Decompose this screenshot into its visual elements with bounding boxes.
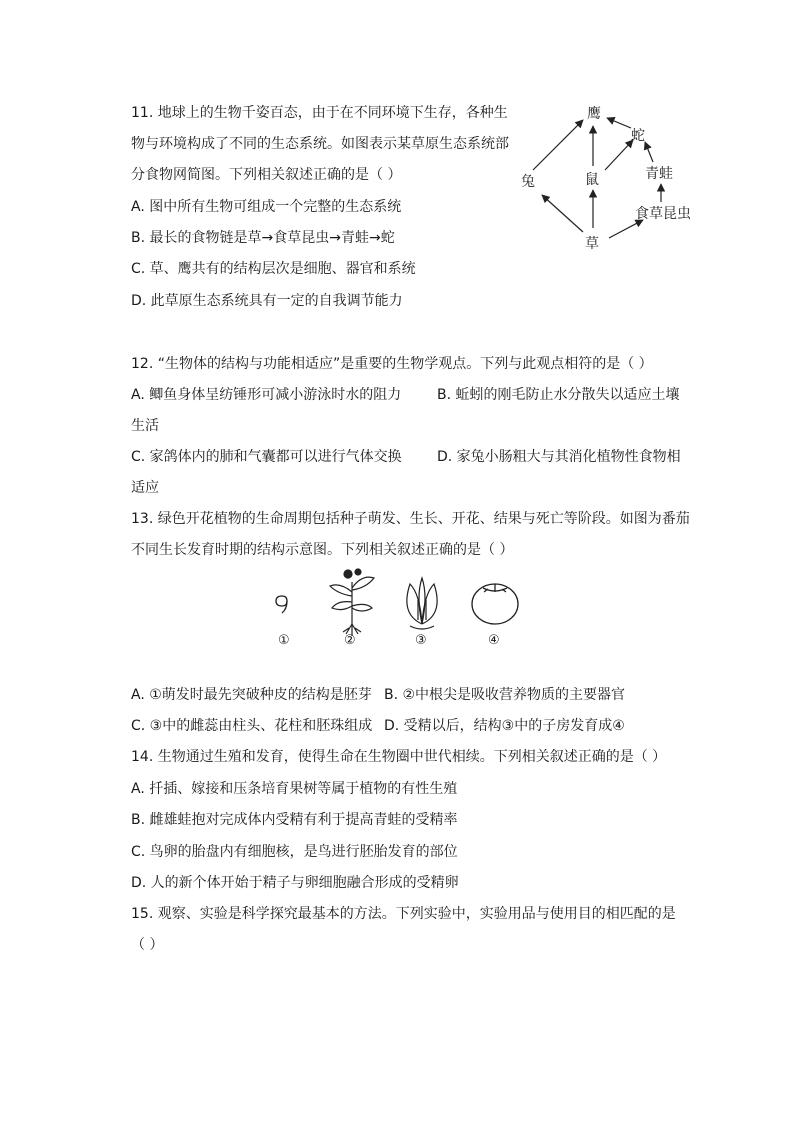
node-rabbit: 兔 xyxy=(521,174,535,190)
q13-stem-line2: 不同生长发育时期的结构示意图。下列相关叙述正确的是（ ） xyxy=(131,542,514,558)
node-eagle: 鹰 xyxy=(587,106,601,122)
q13-stem-line1: 13. 绿色开花植物的生命周期包括种子萌发、生长、开花、结果与死亡等阶段。如图为番茄 xyxy=(131,511,690,527)
q11-option-d: D. 此草原生态系统具有一定的自我调节能力 xyxy=(131,293,403,309)
label-stage-3: ③ xyxy=(415,633,427,648)
arrow-frog-snake xyxy=(645,142,653,162)
food-web-diagram xyxy=(515,98,705,258)
q11-option-b: B. 最长的食物链是草→食草昆虫→青蛙→蛇 xyxy=(131,230,395,246)
fruit-drawing xyxy=(472,584,518,624)
node-mouse: 鼠 xyxy=(585,172,599,188)
arrow-grass-insect xyxy=(609,220,643,238)
arrow-rabbit-eagle xyxy=(533,120,583,170)
arrow-mouse-snake xyxy=(605,140,633,170)
q11-stem-line2: 物与环境构成了不同的生态系统。如图表示某草原生态系统部 xyxy=(131,136,509,152)
label-stage-2: ② xyxy=(344,633,356,648)
plant-drawing xyxy=(330,569,374,636)
q12-option-c: C. 家鸽体内的肺和气囊都可以进行气体交换 xyxy=(131,449,402,465)
q13-option-c: C. ③中的雌蕊由柱头、花柱和胚珠组成 xyxy=(131,718,373,734)
q14-option-c: C. 鸟卵的胎盘内有细胞核，是鸟进行胚胎发育的部位 xyxy=(131,844,458,860)
q12-option-b: B. 蚯蚓的刚毛防止水分散失以适应土壤 xyxy=(437,387,680,403)
q11-stem-line1: 11. 地球上的生物千姿百态，由于在不同环境下生存，各种生 xyxy=(131,105,508,121)
node-frog: 青蛙 xyxy=(645,166,673,182)
q13-option-a: A. ①萌发时最先突破种皮的结构是胚芽 xyxy=(131,687,372,703)
q11-option-c: C. 草、鹰共有的结构层次是细胞、器官和系统 xyxy=(131,261,416,277)
node-snake: 蛇 xyxy=(631,128,645,144)
node-insect: 食草昆虫 xyxy=(635,206,691,222)
tomato-stages-figure xyxy=(270,562,530,652)
q11-stem-line3: 分食物网简图。下列相关叙述正确的是（ ） xyxy=(131,167,402,183)
q14-option-d: D. 人的新个体开始于精子与卵细胞融合形成的受精卵 xyxy=(131,875,459,891)
q12-option-a: A. 鲫鱼身体呈纺锤形可减小游泳时水的阻力 xyxy=(131,387,402,403)
q12-option-b-continued: 生活 xyxy=(131,418,159,434)
q14-option-b: B. 雌雄蛙抱对完成体内受精有利于提高青蛙的受精率 xyxy=(131,812,458,828)
q14-stem: 14. 生物通过生殖和发育，使得生命在生物圈中世代相续。下列相关叙述正确的是（ ） xyxy=(131,749,667,765)
q15-stem-line2: （ ） xyxy=(131,937,164,953)
arrow-snake-eagle xyxy=(607,118,631,128)
q15-stem-line1: 15. 观察、实验是科学探究最基本的方法。下列实验中，实验用品与使用目的相匹配的是 xyxy=(131,906,676,922)
q13-option-b: B. ②中根尖是吸收营养物质的主要器官 xyxy=(384,687,626,703)
flower-drawing xyxy=(407,578,437,629)
label-stage-1: ① xyxy=(278,633,290,648)
q12-option-d-continued: 适应 xyxy=(131,480,159,496)
q12-option-d: D. 家兔小肠粗大与其消化植物性食物相 xyxy=(437,449,681,465)
q11-option-a: A. 图中所有生物可组成一个完整的生态系统 xyxy=(131,199,402,215)
seed-drawing xyxy=(276,596,287,613)
node-grass: 草 xyxy=(585,236,599,252)
arrow-grass-rabbit xyxy=(542,195,583,232)
q12-stem: 12. “生物体的结构与功能相适应”是重要的生物学观点。下列与此观点相符的是（ ） xyxy=(131,356,653,372)
q13-option-d: D. 受精以后，结构③中的子房发育成④ xyxy=(384,718,625,734)
q14-option-a: A. 扦插、嫁接和压条培育果树等属于植物的有性生殖 xyxy=(131,781,458,797)
label-stage-4: ④ xyxy=(488,633,500,648)
